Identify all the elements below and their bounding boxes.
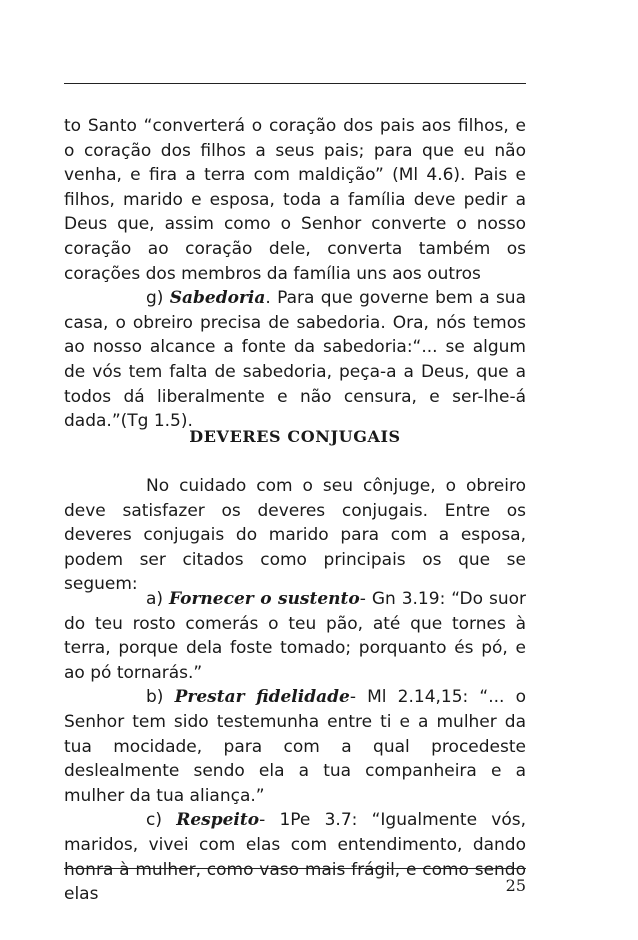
body-text-items — [64, 587, 526, 907]
item-label: Fornecer o sustento — [169, 589, 360, 609]
item-text: - Gn 3.19: “Do suor do teu rosto comerás o teu pão, até que tornes à terra, porque dela foste tomado; porquanto és pó, e ao pó tornarás.” — [64, 589, 526, 683]
list-item — [64, 808, 526, 906]
intro-paragraph: No cuidado com o seu cônjuge, o obreiro deve satisfazer os deveres conjugais. Entre os deveres conjugais do marido para com a esposa, podem ser citados como principais os que se seguem: — [64, 476, 526, 595]
item-prefix: c) — [146, 810, 177, 831]
paragraph-text: to Santo “converterá o coração dos pais aos filhos, e o coração dos filhos a seus pais; para que eu não venha, e fira a terra com maldição” (Ml 4.6). Pais e filhos, marido e esposa, toda a família deve pedir a Deus que, assim como o Senhor converte o nosso coração ao coração dele, converta também os corações dos membros da família uns aos outros — [64, 116, 526, 284]
item-prefix: a) — [146, 589, 169, 609]
top-rule — [64, 83, 526, 84]
page-number: 25 — [505, 876, 526, 895]
paragraph-continuation — [64, 114, 526, 286]
body-text-top — [64, 114, 526, 434]
bottom-rule — [64, 868, 526, 869]
body-text-intro — [64, 474, 526, 597]
item-prefix: b) — [146, 687, 175, 708]
item-text: . Para que governe bem a sua casa, o obreiro precisa de sabedoria. Ora, nós temos ao nosso alcance a fonte da sabedoria:“... se algum de vós tem falta de sabedoria, peça-a a Deus, que a todos dá liberalmente e não censura, e ser-lhe-á dada.”(Tg 1.5). — [64, 288, 526, 432]
section-heading: DEVERES CONJUGAIS — [189, 427, 401, 446]
list-item — [64, 685, 526, 808]
item-label: Sabedoria — [169, 288, 266, 309]
list-item — [64, 587, 526, 685]
paragraph-sabedoria — [64, 286, 526, 434]
item-text: - Ml 2.14,15: “... o Senhor tem sido testemunha entre ti e a mulher da tua mocidade, para com a qual procedeste deslealmente sendo ela a tua companheira e a mulher da tua aliança.” — [64, 687, 527, 806]
item-label: Prestar fidelidade — [174, 687, 350, 708]
item-text: - 1Pe 3.7: “Igualmente vós, maridos, vivei com elas com entendimento, dando honra à mulher, como vaso mais frágil, e como sendo elas — [64, 810, 526, 905]
item-label: Respeito — [176, 810, 260, 831]
item-prefix: g) — [146, 288, 170, 309]
